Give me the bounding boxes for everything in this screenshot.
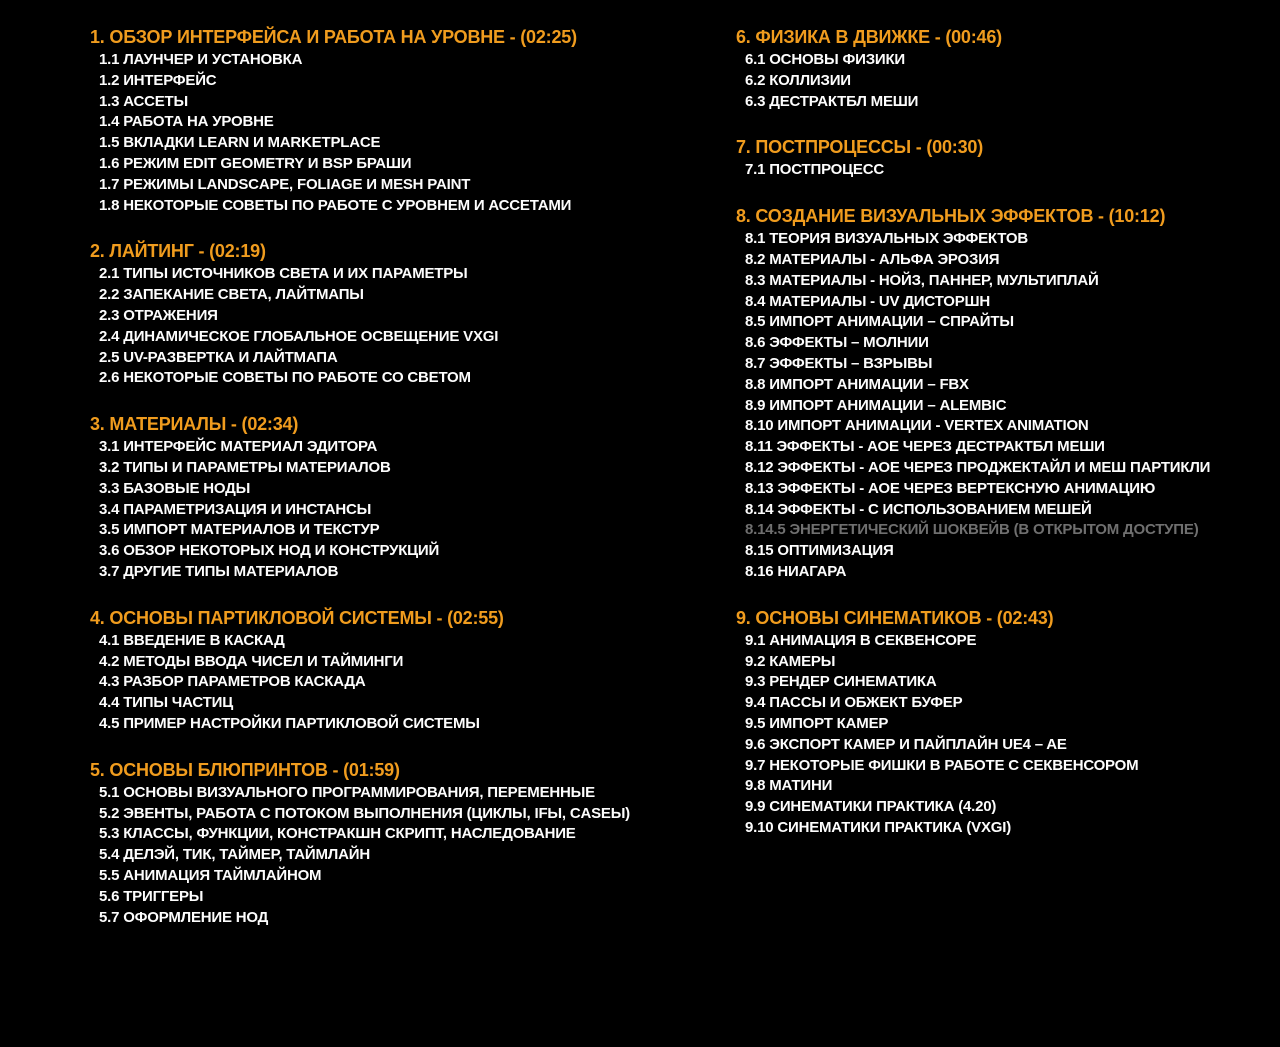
course-section [736,134,1280,181]
lesson-item: 1.1 ЛАУНЧЕР И УСТАНОВКА [99,51,303,68]
lesson-item: 3.1 ИНТЕРФЕЙС МАТЕРИАЛ ЭДИТОРА [99,438,378,456]
lesson-item: 9.1 АНИМАЦИЯ В СЕКВЕНСОРЕ [745,631,977,649]
lesson-item: 8.9 ИМПОРТ АНИМАЦИИ – ALEMBIC [745,396,1007,414]
lesson-item: 9.6 ЭКСПОРТ КАМЕР И ПАЙПЛАЙН UE4 – AE [745,735,1067,753]
course-section [90,24,732,216]
course-section [90,757,732,929]
section-heading: 7. ПОСТПРОЦЕССЫ - (00:30) [736,137,984,158]
lesson-item: 2.2 ЗАПЕКАНИЕ СВЕТА, ЛАЙТМАПЫ [99,286,364,304]
lesson-item: 1.4 РАБОТА НА УРОВНЕ [99,113,274,131]
lesson-item: 8.11 ЭФФЕКТЫ - АОЕ ЧЕРЕЗ ДЕСТРАКТБЛ МЕШИ [745,438,1105,456]
lesson-item: 5.1 ОСНОВЫ ВИЗУАЛЬНОГО ПРОГРАММИРОВАНИЯ, ПЕРЕМЕННЫЕ [99,783,595,801]
course-section [90,238,732,389]
lesson-item: 3.7 ДРУГИЕ ТИПЫ МАТЕРИАЛОВ [99,562,339,580]
lesson-item: 1.5 ВКЛАДКИ LEARN И MARKETPLACE [99,134,381,152]
lesson-item: 8.10 ИМПОРТ АНИМАЦИИ - VERTEX ANIMATION [745,417,1089,435]
lesson-item: 4.3 РАЗБОР ПАРАМЕТРОВ КАСКАДА [99,673,366,691]
lesson-item: 4.5 ПРИМЕР НАСТРОЙКИ ПАРТИКЛОВОЙ СИСТЕМЫ [99,714,480,732]
lesson-item: 6.1 ОСНОВЫ ФИЗИКИ [745,51,906,68]
lesson-item: 3.5 ИМПОРТ МАТЕРИАЛОВ И ТЕКСТУР [99,521,380,539]
lesson-item: 9.5 ИМПОРТ КАМЕР [745,714,889,732]
lesson-item: 1.2 ИНТЕРФЕЙС [99,71,217,89]
section-heading: 5. ОСНОВЫ БЛЮПРИНТОВ - (01:59) [90,759,400,780]
section-heading: 1. ОБЗОР ИНТЕРФЕЙСА И РАБОТА НА УРОВНЕ - (02:25) [90,27,577,47]
section-heading: 4. ОСНОВЫ ПАРТИКЛОВОЙ СИСТЕМЫ - (02:55) [90,607,504,628]
course-section [736,24,1280,112]
lesson-item: 1.7 РЕЖИМЫ LANDSCAPE, FOLIAGE И MESH PAINT [99,175,471,193]
column-left [90,24,732,950]
lesson-item: 2.3 ОТРАЖЕНИЯ [99,306,218,324]
lesson-item: 5.4 ДЕЛЭЙ, ТИК, ТАЙМЕР, ТАЙМЛАЙН [99,846,370,864]
lesson-item: 7.1 ПОСТПРОЦЕСС [745,161,884,179]
course-section [90,411,732,583]
lesson-item: 4.1 ВВЕДЕНИЕ В КАСКАД [99,631,285,649]
lesson-item: 2.1 ТИПЫ ИСТОЧНИКОВ СВЕТА И ИХ ПАРАМЕТРЫ [99,265,468,283]
column-right [736,24,1280,861]
lesson-item: 8.15 ОПТИМИЗАЦИЯ [745,542,894,560]
course-section [90,605,732,735]
section-heading: 2. ЛАЙТИНГ - (02:19) [90,241,266,262]
lesson-item: 9.3 РЕНДЕР СИНЕМАТИКА [745,673,937,691]
section-heading: 8. СОЗДАНИЕ ВИЗУАЛЬНЫХ ЭФФЕКТОВ - (10:12) [736,206,1166,227]
lesson-item: 5.3 КЛАССЫ, ФУНКЦИИ, КОНСТРАКШН СКРИПТ, НАСЛЕДОВАНИЕ [99,825,576,843]
lesson-item: 4.2 МЕТОДЫ ВВОДА ЧИСЕЛ И ТАЙМИНГИ [99,652,404,670]
lesson-item: 5.6 ТРИГГЕРЫ [99,887,204,905]
lesson-item: 8.2 МАТЕРИАЛЫ - АЛЬФА ЭРОЗИЯ [745,250,1000,268]
lesson-item: 8.5 ИМПОРТ АНИМАЦИИ – СПРАЙТЫ [745,313,1014,331]
lesson-item: 8.14.5 ЭНЕРГЕТИЧЕСКИЙ ШОКВЕЙВ (В ОТКРЫТОМ ДОСТУПЕ) [745,521,1199,539]
lesson-item: 8.8 ИМПОРТ АНИМАЦИИ – FBX [745,375,969,393]
lesson-item: 1.8 НЕКОТОРЫЕ СОВЕТЫ ПО РАБОТЕ С УРОВНЕМ И АССЕТАМИ [99,196,572,214]
lesson-item: 2.5 UV-РАЗВЕРТКА И ЛАЙТМАПА [99,348,338,366]
lesson-item: 8.6 ЭФФЕКТЫ – МОЛНИИ [745,334,929,352]
lesson-item: 4.4 ТИПЫ ЧАСТИЦ [99,694,233,712]
lesson-item: 3.3 БАЗОВЫЕ НОДЫ [99,479,251,497]
lesson-item: 8.14 ЭФФЕКТЫ - С ИСПОЛЬЗОВАНИЕМ МЕШЕЙ [745,500,1092,518]
lesson-item: 1.6 РЕЖИМ EDIT GEOMETRY И BSP БРАШИ [99,154,412,172]
lesson-item: 8.12 ЭФФЕКТЫ - АОЕ ЧЕРЕЗ ПРОДЖЕКТАЙЛ И МЕШ ПАРТИКЛИ [745,458,1211,476]
lesson-item: 3.4 ПАРАМЕТРИЗАЦИЯ И ИНСТАНСЫ [99,500,372,518]
lesson-item: 3.2 ТИПЫ И ПАРАМЕТРЫ МАТЕРИАЛОВ [99,458,391,476]
lesson-item: 9.2 КАМЕРЫ [745,652,836,670]
lesson-item: 9.8 МАТИНИ [745,777,833,795]
section-heading: 6. ФИЗИКА В ДВИЖКЕ - (00:46) [736,27,1002,47]
section-heading: 9. ОСНОВЫ СИНЕМАТИКОВ - (02:43) [736,607,1054,628]
lesson-item: 6.2 КОЛЛИЗИИ [745,71,851,89]
lesson-item: 9.9 СИНЕМАТИКИ ПРАКТИКА (4.20) [745,798,997,816]
lesson-item: 8.1 ТЕОРИЯ ВИЗУАЛЬНЫХ ЭФФЕКТОВ [745,230,1028,248]
course-section [736,203,1280,583]
lesson-item: 5.2 ЭВЕНТЫ, РАБОТА С ПОТОКОМ ВЫПОЛНЕНИЯ (ЦИКЛЫ, IFЫ, CASEЫ) [99,804,630,822]
lesson-item: 5.5 АНИМАЦИЯ ТАЙМЛАЙНОМ [99,866,322,884]
lesson-item: 5.7 ОФОРМЛЕНИЕ НОД [99,908,269,926]
section-heading: 3. МАТЕРИАЛЫ - (02:34) [90,414,299,435]
lesson-item: 8.4 МАТЕРИАЛЫ - UV ДИСТОРШН [745,292,991,310]
lesson-item: 1.3 АССЕТЫ [99,92,188,110]
course-section [736,605,1280,839]
lesson-item: 9.4 ПАССЫ И ОБЖЕКТ БУФЕР [745,694,963,712]
lesson-item: 9.10 СИНЕМАТИКИ ПРАКТИКА (VXGI) [745,818,1012,836]
lesson-item: 9.7 НЕКОТОРЫЕ ФИШКИ В РАБОТЕ С СЕКВЕНСОРОМ [745,756,1139,774]
lesson-item: 6.3 ДЕСТРАКТБЛ МЕШИ [745,92,919,110]
lesson-item: 2.4 ДИНАМИЧЕСКОЕ ГЛОБАЛЬНОЕ ОСВЕЩЕНИЕ VXGI [99,327,499,345]
lesson-item: 8.7 ЭФФЕКТЫ – ВЗРЫВЫ [745,354,933,372]
lesson-item: 3.6 ОБЗОР НЕКОТОРЫХ НОД И КОНСТРУКЦИЙ [99,542,440,560]
lesson-item: 8.16 НИАГАРА [745,562,847,580]
lesson-item: 8.13 ЭФФЕКТЫ - АОЕ ЧЕРЕЗ ВЕРТЕКСНУЮ АНИМАЦИЮ [745,479,1156,497]
lesson-item: 8.3 МАТЕРИАЛЫ - НОЙЗ, ПАННЕР, МУЛЬТИПЛАЙ [745,271,1099,289]
lesson-item: 2.6 НЕКОТОРЫЕ СОВЕТЫ ПО РАБОТЕ СО СВЕТОМ [99,369,471,387]
